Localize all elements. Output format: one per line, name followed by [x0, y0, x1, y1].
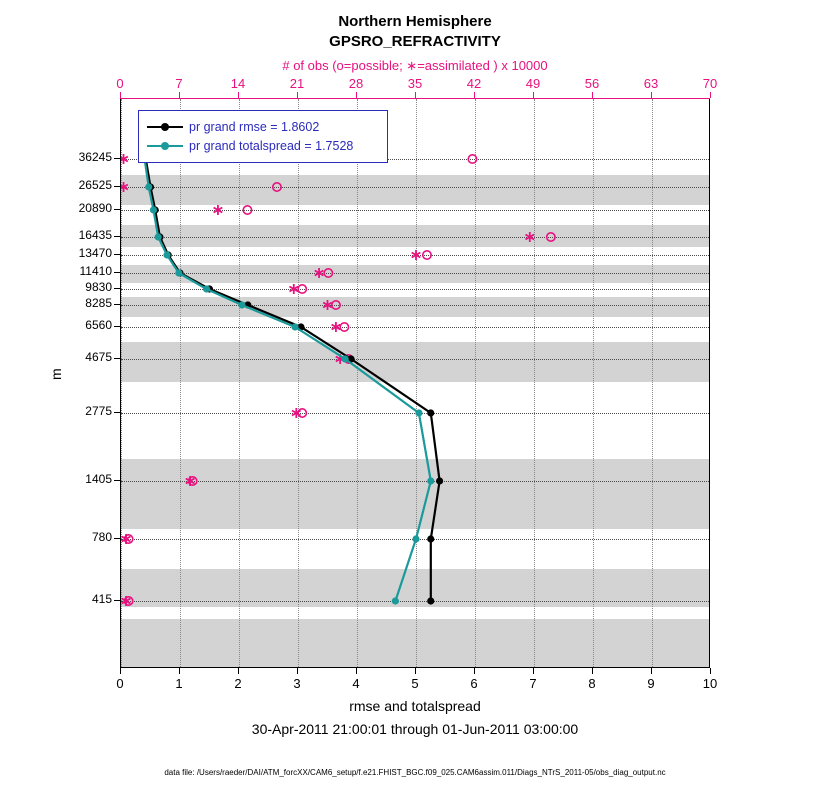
series-point — [427, 597, 434, 604]
x-tick-label-top: 35 — [407, 76, 423, 91]
obs-possible-marker — [324, 269, 332, 277]
x-tick-label-top: 21 — [289, 76, 305, 91]
x-tick-mark-bottom — [474, 668, 475, 674]
obs-possible-marker — [423, 251, 431, 259]
obs-assimilated-marker — [121, 182, 128, 192]
y-tick-label: 11410 — [79, 264, 112, 278]
obs-assimilated-marker — [289, 284, 298, 294]
x-tick-label-top: 0 — [116, 76, 124, 91]
obs-possible-marker — [243, 206, 251, 214]
y-tick-label: 415 — [91, 592, 112, 606]
x-tick-label-top: 56 — [584, 76, 600, 91]
plot-wrapper — [120, 98, 710, 668]
legend-label-totalspread: pr grand totalspread = 1.7528 — [189, 138, 354, 153]
x-tick-mark-bottom — [120, 668, 121, 674]
obs-assimilated-marker — [525, 232, 534, 242]
x-tick-label-bottom: 0 — [116, 676, 124, 691]
x-tick-mark-bottom — [651, 668, 652, 674]
y-tick-mark — [114, 254, 120, 255]
top-axis-line — [120, 98, 710, 99]
y-tick-label: 26525 — [78, 178, 112, 192]
series-point — [175, 269, 182, 276]
legend-label-rmse: pr grand rmse = 1.8602 — [189, 119, 320, 134]
y-tick-label: 36245 — [78, 150, 112, 164]
series-point — [427, 477, 434, 484]
y-tick-label: 780 — [91, 530, 112, 544]
x-tick-label-top: 70 — [702, 76, 718, 91]
obs-assimilated-marker — [332, 322, 341, 332]
series-point — [238, 301, 245, 308]
x-tick-label-bottom: 2 — [234, 676, 242, 691]
x-tick-mark-bottom — [356, 668, 357, 674]
obs-assimilated-marker — [412, 250, 421, 260]
series-point — [150, 206, 157, 213]
legend-item-rmse — [147, 117, 379, 136]
y-tick-mark — [114, 600, 120, 601]
x-tick-mark-bottom — [179, 668, 180, 674]
x-tick-label-top: 63 — [643, 76, 659, 91]
y-tick-mark — [114, 480, 120, 481]
y-tick-mark — [114, 186, 120, 187]
obs-possible-marker — [298, 285, 306, 293]
y-tick-mark — [114, 158, 120, 159]
y-tick-label: 13470 — [78, 246, 112, 260]
y-tick-mark — [114, 236, 120, 237]
series-point — [392, 597, 399, 604]
y-tick-mark — [114, 272, 120, 273]
x-tick-mark-bottom — [710, 668, 711, 674]
series-point — [291, 323, 298, 330]
series-point — [145, 183, 152, 190]
title-line-2: GPSRO_REFRACTIVITY — [329, 33, 501, 50]
series-point — [342, 355, 349, 362]
x-tick-label-bottom: 10 — [702, 676, 718, 691]
chart-title — [0, 12, 830, 52]
x-tick-mark-bottom — [238, 668, 239, 674]
obs-possible-marker — [340, 323, 348, 331]
y-tick-mark — [114, 209, 120, 210]
series-line — [145, 159, 431, 601]
y-tick-label: 16435 — [78, 228, 112, 242]
obs-assimilated-marker — [214, 205, 223, 215]
legend-swatch-totalspread — [147, 140, 183, 152]
series-point — [163, 251, 170, 258]
x-tick-label-bottom: 6 — [470, 676, 478, 691]
x-axis-label: rmse and totalspread — [349, 698, 481, 714]
x-tick-mark-bottom — [533, 668, 534, 674]
obs-assimilated-marker — [121, 154, 128, 164]
y-tick-label: 9830 — [85, 280, 112, 294]
y-tick-label: 1405 — [85, 472, 112, 486]
y-tick-mark — [114, 412, 120, 413]
y-tick-mark — [114, 326, 120, 327]
series-point — [412, 535, 419, 542]
y-tick-label: 6560 — [85, 318, 112, 332]
obs-possible-marker — [547, 233, 555, 241]
x-tick-label-top: 42 — [466, 76, 482, 91]
plot-overlay — [121, 99, 710, 668]
x-tick-label-bottom: 4 — [352, 676, 360, 691]
y-tick-label: 4675 — [85, 350, 112, 364]
x-tick-label-bottom: 3 — [293, 676, 301, 691]
y-tick-label: 2775 — [85, 404, 112, 418]
x-tick-mark-bottom — [297, 668, 298, 674]
series-point — [203, 285, 210, 292]
x-tick-label-top: 14 — [230, 76, 246, 91]
obs-assimilated-marker — [315, 268, 324, 278]
x-tick-label-bottom: 9 — [647, 676, 655, 691]
obs-assimilated-marker — [323, 300, 332, 310]
y-tick-mark — [114, 288, 120, 289]
plot-area — [120, 98, 710, 668]
legend-item-totalspread — [147, 136, 379, 155]
series-point — [427, 535, 434, 542]
legend — [138, 110, 388, 163]
x-tick-label-bottom: 5 — [411, 676, 419, 691]
obs-possible-marker — [298, 409, 306, 417]
obs-possible-marker — [468, 155, 476, 163]
y-tick-mark — [114, 358, 120, 359]
obs-possible-marker — [273, 183, 281, 191]
x-tick-mark-bottom — [415, 668, 416, 674]
title-line-1: Northern Hemisphere — [338, 13, 492, 30]
y-tick-label: 20890 — [78, 201, 112, 215]
obs-possible-marker — [332, 301, 340, 309]
x-tick-mark-top — [710, 92, 711, 98]
top-axis-label: # of obs (o=possible; ∗=assimilated ) x 10000 — [282, 58, 548, 73]
series-point — [155, 233, 162, 240]
y-tick-mark — [114, 538, 120, 539]
x-tick-label-bottom: 1 — [175, 676, 183, 691]
series-line — [146, 159, 440, 601]
y-tick-label: 8285 — [85, 296, 112, 310]
x-tick-mark-bottom — [592, 668, 593, 674]
x-tick-label-top: 49 — [525, 76, 541, 91]
x-tick-label-bottom: 8 — [588, 676, 596, 691]
legend-swatch-rmse — [147, 121, 183, 133]
series-point — [436, 477, 443, 484]
x-tick-label-top: 28 — [348, 76, 364, 91]
y-tick-mark — [114, 304, 120, 305]
x-tick-label-bottom: 7 — [529, 676, 537, 691]
series-point — [415, 409, 422, 416]
time-range-subtitle: 30-Apr-2011 21:00:01 through 01-Jun-2011 03:00:00 — [251, 721, 579, 737]
x-tick-label-top: 7 — [175, 76, 183, 91]
series-point — [427, 409, 434, 416]
y-axis-label: m — [48, 368, 64, 380]
data-file-caption: data file: /Users/raeder/DAI/ATM_forcXX/CAM6_setup/f.e21.FHIST_BGC.f09_025.CAM6assim.011/Diags_NTrS_2011-05/obs_diag_output.nc — [164, 768, 666, 777]
